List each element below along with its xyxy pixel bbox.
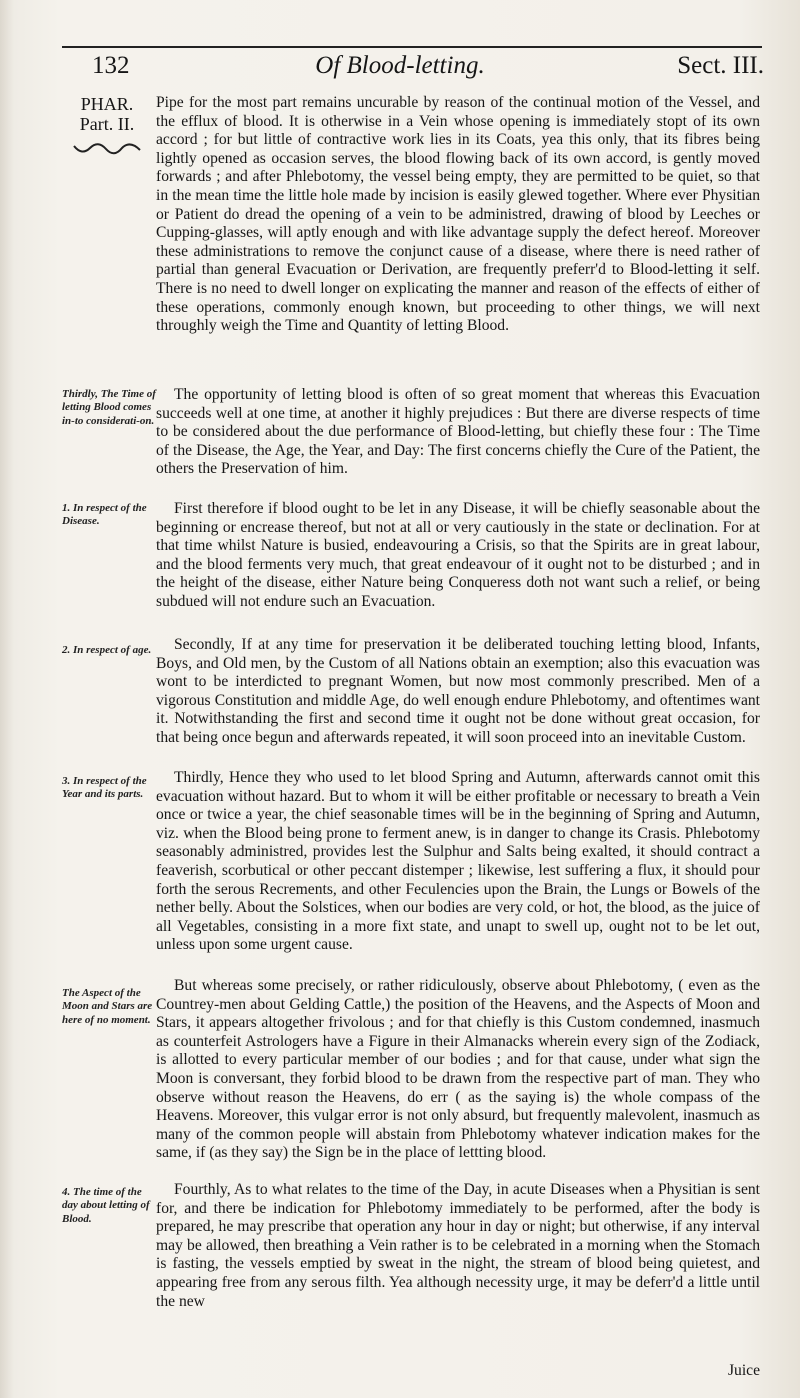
ornament-flourish-icon (72, 140, 142, 158)
paragraph-4: Secondly, If at any time for preservation it be deliberated touching letting blood, Infants, Boys, and Old men, by the Custom of all Nations obtain an exemption; also this evacuation was wont to be interdicted to pregnant Women, but now most commonly prescribed. Men of a vigorous Constitution and middle Age, do well enough endure Phlebotomy, and oftentimes want it. Notwithstanding the first and second time it ought not be done without great occasion, for that being once begun and afterwards repeated, it will soon proceed into an inevitable Custom. (156, 636, 760, 746)
catchword: Juice (727, 1362, 760, 1379)
paragraph-7: Fourthly, As to what relates to the time of the Day, in acute Diseases when a Physitian is sent for, and there be indication for Phlebotomy immediately to be performed, after the body is prepared, he may prescribe that operation any hour in day or night; but otherwise, if any interval may be allowed, then breathing a Vein rather is to be celebrated in a morning when the Stomach is fasting, the vessels emptied by sweat in the night, the stream of blood being quietest, and appearing free from any serous filth. Yea although necessity urge, it may be deferr'd a little until the new (156, 1181, 760, 1310)
paragraph-3: First therefore if blood ought to be let in any Disease, it will be chiefly seasonable about the beginning or encrease thereof, but not at all or very cautiously in the state or declination. For at that time whilst Nature is busied, endeavouring a Crisis, so that the Spirits are in great labour, and the blood ferments very much, that great endeavour of it ought not to be disturbed ; and in the height of the disease, either Nature being Conqueress doth not want such a relief, or being subdued will not endure such an Evacuation. (156, 500, 760, 610)
margin-note-day: 4. The time of the day about letting of Blood. (62, 1186, 150, 1225)
paragraph-1: Pipe for the most part remains uncurable by reason of the continual motion of the Vessel, and the efflux of blood. It is otherwise in a Vein whose opening is immediately stopt of its own accord ; for but little of contractive work lies in its Coats, yea this only, that its fibres being lightly opened as occasion serves, the blood flowing back of its own accord, is gently moved forwards ; and after Phlebotomy, the vessel being empty, they are permitted to be quiet, so that in the mean time the little hole made by incision is easily glewed together. Where ever Physitian or Patient do dread the opening of a vein to be administred, drawing of blood by Leeches or Cupping-glasses, will aptly enough and with like advantage supply the defect hereof. Moreover these administrations to remove the conjunct cause of a disease, where there is need rather of partial than general Evacuation or Derivation, are frequently preferr'd to Blood-letting it self. There is no need to dwell longer on explicating the manner and reason of the effects of either of these operations, commonly enough known, but proceeding to other things, we will next throughly weigh the Time and Quantity of letting Blood. (156, 94, 760, 335)
section-label: Sect. III. (677, 52, 764, 79)
paragraph-5: Thirdly, Hence they who used to let blood Spring and Autumn, afterwards cannot omit this evacuation without hazard. But to whom it will be either profitable or necessary to breath a Vein once or twice a year, the chief seasonable times will be in the beginning of Spring and Autumn, viz. when the Blood being prone to ferment anew, is in danger to change its Crasis. Phlebotomy seasonably administred, provides lest the Sulphur and Salts being exalted, it should contract a feaverish, scorbutical or other peccant distemper ; likewise, lest suffering a flux, it should pour forth the serous Recrements, and other Feculencies upon the Brain, the Lungs or Bowels of the nether belly. About the Solstices, when our bodies are very cold, or hot, the blood, as the juice of all Vegetables, consisting in a more fixt state, and unapt to swell up, ought not to be let out, unless upon some urgent cause. (156, 769, 760, 954)
part-heading (62, 94, 152, 134)
part-heading-line2: Part. II. (79, 114, 135, 134)
paragraph-6: But whereas some precisely, or rather ridiculously, observe about Phlebotomy, ( even as the Countrey-men about Gelding Cattle,) the position of the Heavens, and the Aspects of Moon and Stars, it appears altogether frivolous ; and for that chiefly is this Custom condemned, inasmuch as counterfeit Astrologers have a Figure in their Almanacks wherein every sign of the Zodiack, is allotted to every particular member of our bodies ; and for that cause, under what sign the Moon is conversant, they forbid blood to be drawn from the respective part of man. They who observe without reason the Heavens, do err ( as the saying is) the whole compass of the Heavens. Moreover, this vulgar error is not only absurd, but frequently malevolent, inasmuch as many of the common people will abstain from Phlebotomy whatever indication makes for the same, if (as they say) the Sign be in the place of lettting blood. (156, 977, 760, 1162)
margin-note-age: 2. In respect of age. (62, 644, 152, 656)
margin-note-time: Thirdly, The Time of letting Blood comes in-to considerati-on. (62, 388, 156, 427)
margin-note-disease: 1. In respect of the Disease. (62, 502, 147, 528)
margin-note-year: 3. In respect of the Year and its parts. (62, 775, 147, 801)
running-title: Of Blood-letting. (315, 52, 485, 79)
part-heading-line1: PHAR. (80, 94, 134, 114)
header-rule (62, 46, 762, 48)
margin-note-aspect: The Aspect of the Moon and Stars are here of no moment. (62, 987, 153, 1026)
paragraph-2: The opportunity of letting blood is often of so great moment that whereas this Evacuation succeeds well at one time, at another it highly prejudices : But there are diverse respects of time to be considered about the due performance of Blood-letting, but chiefly these four : The Time of the Disease, the Age, the Year, and Day: The first concerns chiefly the Cure of the Patient, the others the Preservation of him. (156, 386, 760, 478)
page-number: 132 (92, 52, 130, 79)
